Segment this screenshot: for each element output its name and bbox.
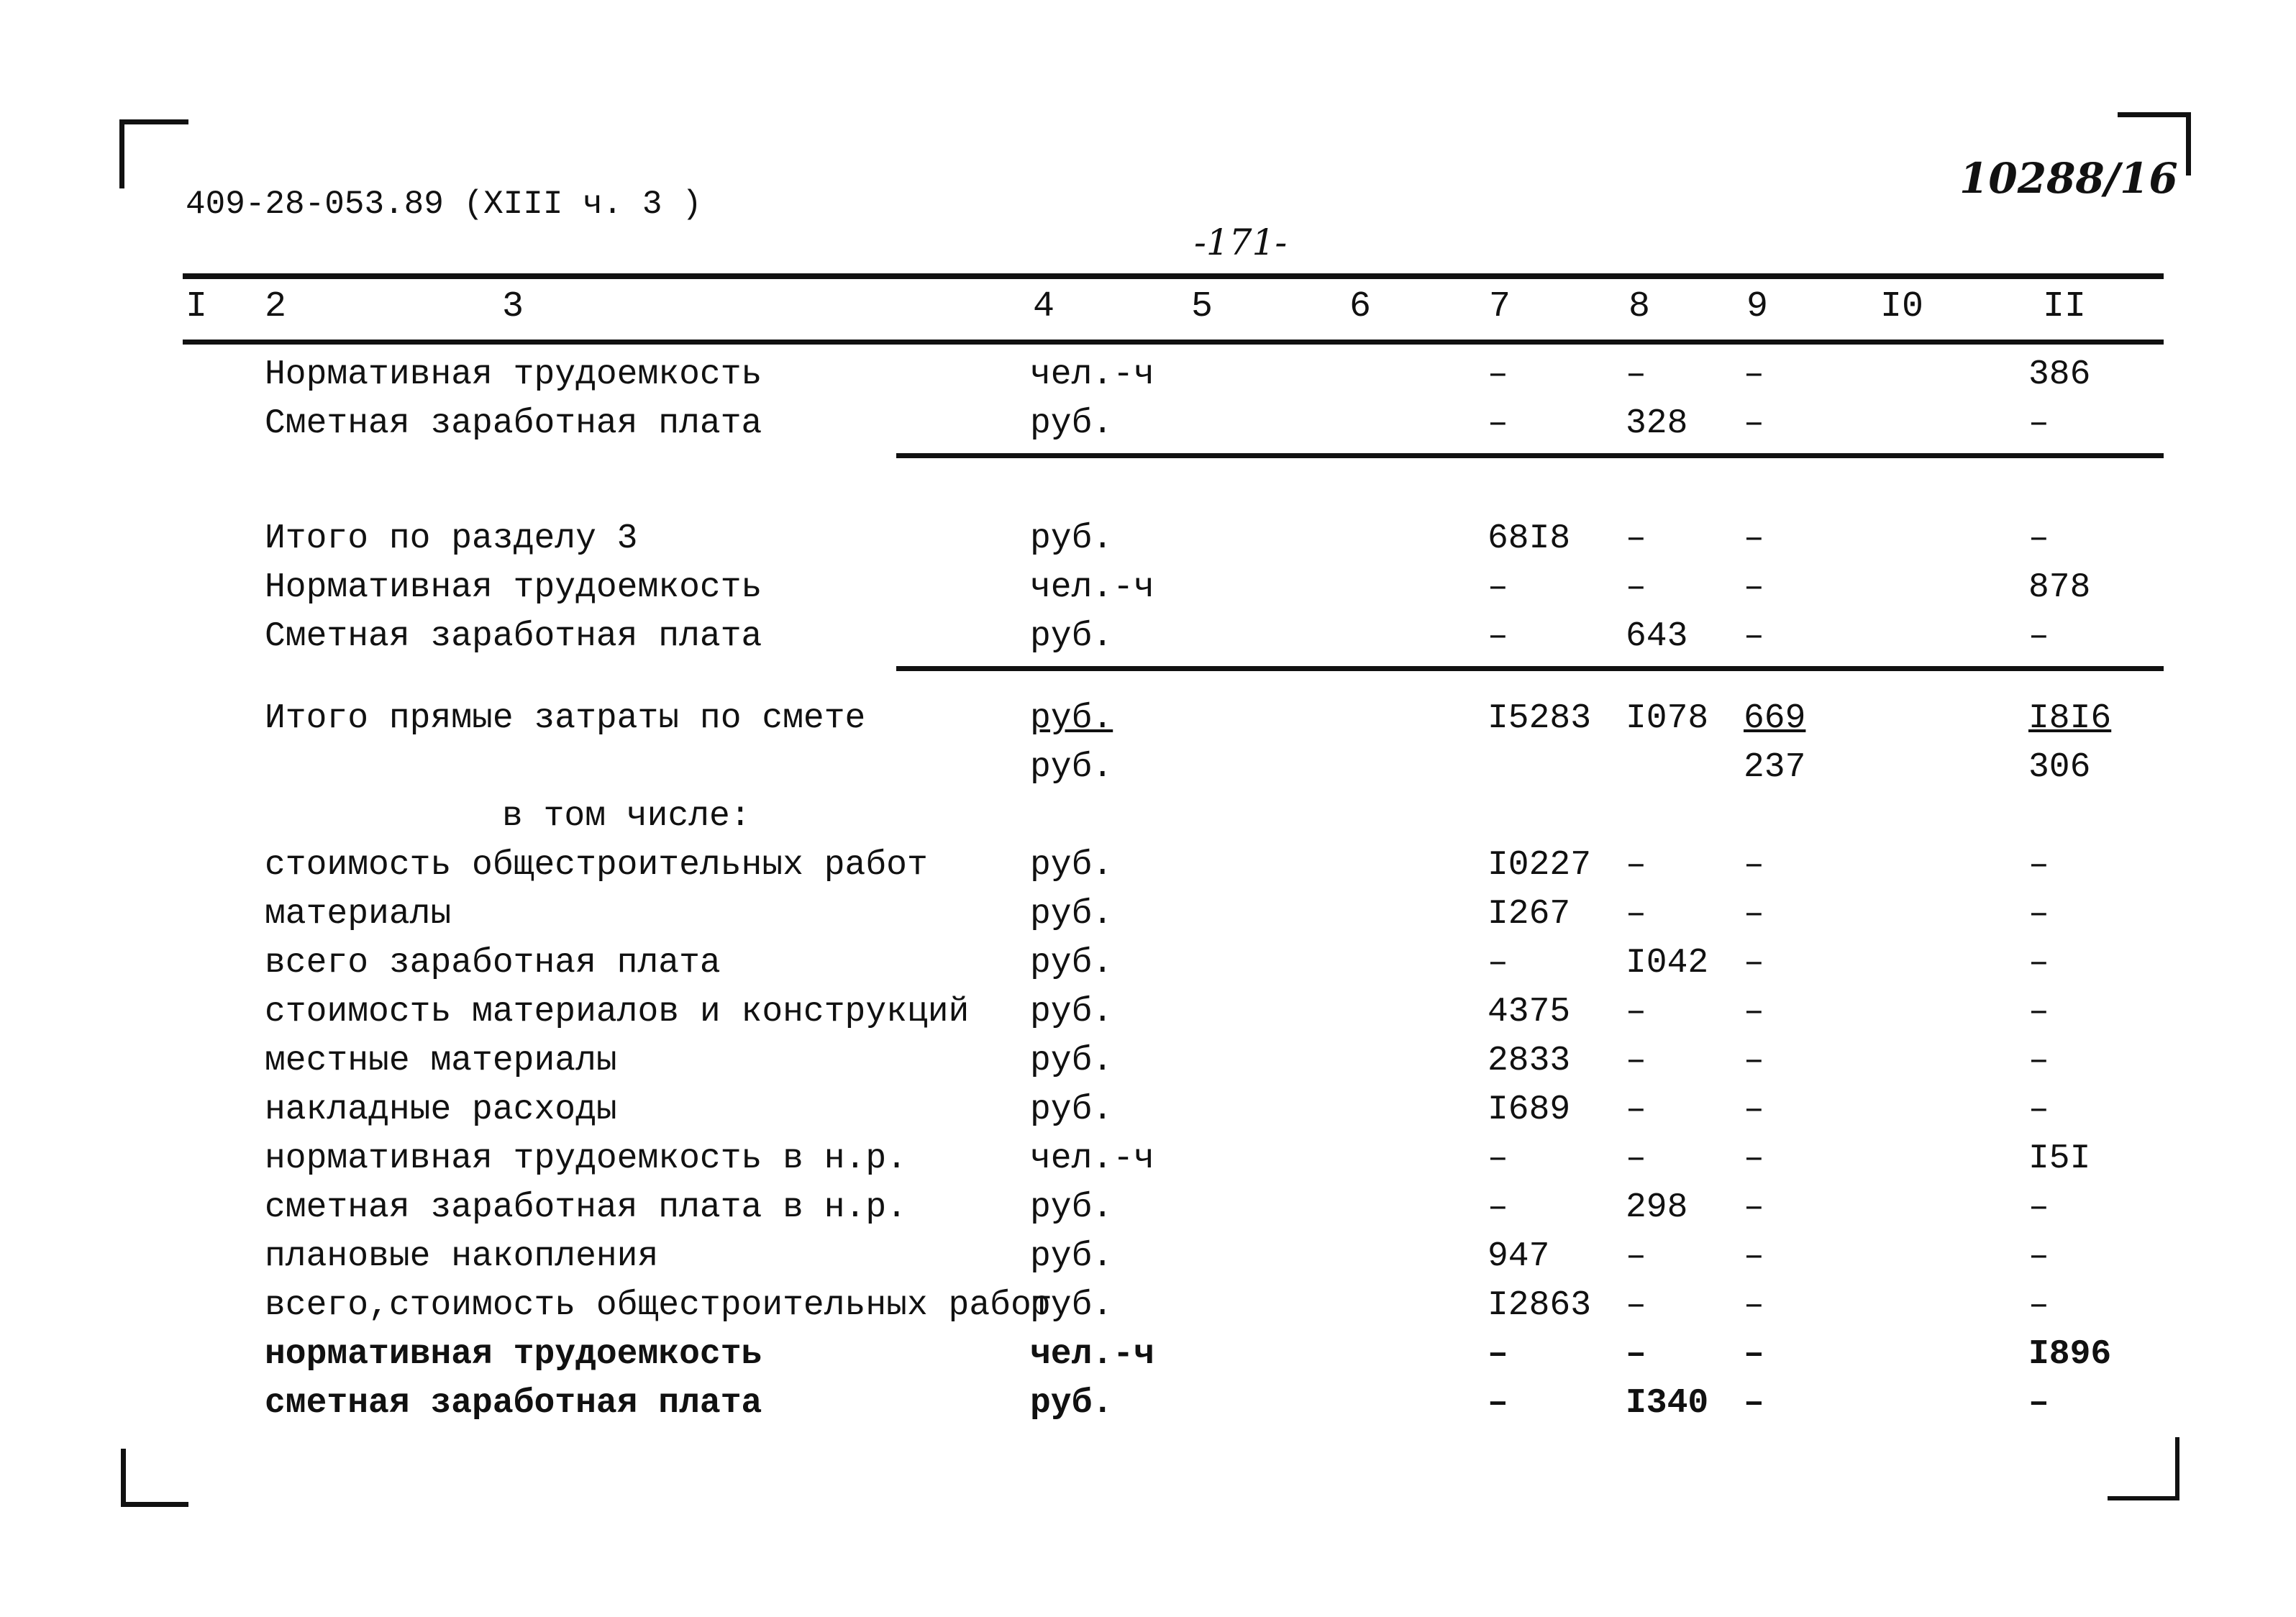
cell-col-9: – xyxy=(1744,1090,1764,1129)
archive-number: 10288/16 xyxy=(1959,154,2178,203)
cell-col-11: – xyxy=(2028,404,2049,443)
column-number-10: I0 xyxy=(1880,286,1924,327)
cell-col-8: – xyxy=(1626,1042,1646,1080)
cell-col-11: – xyxy=(2028,1090,2049,1129)
cell-col-9: 237 xyxy=(1744,748,1806,787)
cell-col-11: 386 xyxy=(2028,355,2091,394)
cell-col-7: – xyxy=(1488,1335,1508,1374)
cell-col-8: 298 xyxy=(1626,1188,1688,1227)
row-unit: руб. xyxy=(1030,1384,1113,1423)
frame-corner-top-left-v xyxy=(119,119,124,188)
row-label: всего,стоимость общестроительных работ xyxy=(265,1286,1052,1325)
cell-col-11: I896 xyxy=(2028,1335,2112,1374)
cell-col-11: I5I xyxy=(2028,1139,2091,1178)
frame-corner-bottom-right-v xyxy=(2175,1437,2179,1500)
row-label: накладные расходы xyxy=(265,1090,617,1129)
row-unit: чел.-ч xyxy=(1030,1335,1154,1374)
row-label: всего заработная плата xyxy=(265,944,721,983)
cell-col-9: – xyxy=(1744,846,1764,885)
cell-col-7: – xyxy=(1488,617,1508,656)
cell-col-8: – xyxy=(1626,895,1646,934)
row-unit: чел.-ч xyxy=(1030,1139,1154,1178)
row-unit: руб. xyxy=(1030,519,1113,558)
cell-col-7: – xyxy=(1488,568,1508,607)
cell-col-9: – xyxy=(1744,568,1764,607)
cell-col-9: – xyxy=(1744,944,1764,983)
table-row xyxy=(0,695,2296,742)
section-total-rule xyxy=(896,666,2164,671)
table-row xyxy=(0,1184,2296,1231)
column-number-3: 3 xyxy=(502,286,524,327)
cell-col-11: 306 xyxy=(2028,748,2091,787)
cell-col-7: 2833 xyxy=(1488,1042,1571,1080)
cell-col-9: – xyxy=(1744,1188,1764,1227)
cell-col-8: 328 xyxy=(1626,404,1688,443)
cell-col-11: – xyxy=(2028,895,2049,934)
cell-col-8: I042 xyxy=(1626,944,1709,983)
cell-col-8: I078 xyxy=(1626,699,1709,738)
row-label: в том числе: xyxy=(502,797,751,836)
frame-corner-top-right-v xyxy=(2186,112,2191,176)
table-row xyxy=(0,939,2296,987)
row-unit: руб. xyxy=(1030,617,1113,656)
row-unit: руб. xyxy=(1030,846,1113,885)
table-row xyxy=(0,1037,2296,1085)
row-unit: руб. xyxy=(1030,699,1113,738)
cell-col-11: – xyxy=(2028,1237,2049,1276)
cell-col-8: – xyxy=(1626,519,1646,558)
column-number-6: 6 xyxy=(1349,286,1372,327)
column-number-1: I xyxy=(186,286,208,327)
cell-col-9: – xyxy=(1744,404,1764,443)
column-number-4: 4 xyxy=(1033,286,1055,327)
row-label: плановые накопления xyxy=(265,1237,659,1276)
row-label: сметная заработная плата в н.р. xyxy=(265,1188,907,1227)
cell-col-7: – xyxy=(1488,1188,1508,1227)
cell-col-9: – xyxy=(1744,1042,1764,1080)
cell-col-11: – xyxy=(2028,519,2049,558)
cell-col-9: – xyxy=(1744,1335,1764,1374)
column-number-8: 8 xyxy=(1628,286,1651,327)
row-unit: руб. xyxy=(1030,1237,1113,1276)
table-row xyxy=(0,613,2296,660)
column-header-rule xyxy=(183,340,2164,345)
cell-col-7: – xyxy=(1488,1384,1508,1423)
table-row xyxy=(0,1282,2296,1329)
cell-col-7: I0227 xyxy=(1488,846,1592,885)
cell-col-7: – xyxy=(1488,944,1508,983)
row-unit: руб. xyxy=(1030,1090,1113,1129)
table-row xyxy=(0,1380,2296,1427)
table-row xyxy=(0,1135,2296,1183)
cell-col-11: – xyxy=(2028,1384,2049,1423)
column-number-11: II xyxy=(2043,286,2087,327)
cell-col-7: – xyxy=(1488,355,1508,394)
page-number: -171- xyxy=(1194,222,1288,263)
cell-col-7: I267 xyxy=(1488,895,1571,934)
row-label: Итого по разделу 3 xyxy=(265,519,638,558)
cell-col-11: – xyxy=(2028,944,2049,983)
cell-col-7: I2863 xyxy=(1488,1286,1592,1325)
row-label: Сметная заработная плата xyxy=(265,617,762,656)
table-top-rule xyxy=(183,273,2164,279)
cell-col-11: – xyxy=(2028,993,2049,1031)
table-row xyxy=(0,564,2296,611)
cell-col-9: – xyxy=(1744,1237,1764,1276)
row-label: материалы xyxy=(265,895,452,934)
frame-corner-top-left-h xyxy=(119,119,188,124)
column-number-7: 7 xyxy=(1489,286,1511,327)
cell-col-8: I340 xyxy=(1626,1384,1709,1423)
cell-col-8: – xyxy=(1626,1139,1646,1178)
cell-col-11: – xyxy=(2028,617,2049,656)
row-label: Сметная заработная плата xyxy=(265,404,762,443)
frame-corner-bottom-left-v xyxy=(121,1449,126,1506)
row-unit: руб. xyxy=(1030,1286,1113,1325)
cell-col-9: – xyxy=(1744,519,1764,558)
cell-col-9: – xyxy=(1744,1286,1764,1325)
row-label: сметная заработная плата xyxy=(265,1384,762,1423)
table-row xyxy=(0,891,2296,938)
frame-corner-bottom-right-h xyxy=(2108,1496,2177,1500)
row-label: стоимость общестроительных работ xyxy=(265,846,928,885)
cell-col-7: I689 xyxy=(1488,1090,1571,1129)
cell-col-7: I5283 xyxy=(1488,699,1592,738)
cell-col-7: 947 xyxy=(1488,1237,1550,1276)
section-subtotal-rule xyxy=(896,453,2164,458)
cell-col-9: – xyxy=(1744,1384,1764,1423)
cell-col-9: – xyxy=(1744,895,1764,934)
cell-col-8: – xyxy=(1626,1090,1646,1129)
row-unit: руб. xyxy=(1030,1188,1113,1227)
cell-col-9: – xyxy=(1744,617,1764,656)
table-row xyxy=(0,988,2296,1036)
row-label: стоимость материалов и конструкций xyxy=(265,993,970,1031)
cell-col-11: – xyxy=(2028,1188,2049,1227)
cell-col-11: 878 xyxy=(2028,568,2091,607)
table-row xyxy=(0,1086,2296,1134)
cell-col-11: – xyxy=(2028,846,2049,885)
frame-corner-top-right-h xyxy=(2118,112,2191,117)
column-number-2: 2 xyxy=(265,286,287,327)
row-label: Нормативная трудоемкость xyxy=(265,355,762,394)
table-row xyxy=(0,842,2296,889)
frame-corner-bottom-left-h xyxy=(121,1502,188,1507)
cell-col-9: – xyxy=(1744,1139,1764,1178)
cell-col-8: – xyxy=(1626,1286,1646,1325)
cell-col-8: 643 xyxy=(1626,617,1688,656)
cell-col-8: – xyxy=(1626,355,1646,394)
row-unit: руб. xyxy=(1030,748,1113,787)
row-label: местные материалы xyxy=(265,1042,617,1080)
cell-col-8: – xyxy=(1626,1237,1646,1276)
cell-col-8: – xyxy=(1626,993,1646,1031)
row-unit: руб. xyxy=(1030,895,1113,934)
row-label: нормативная трудоемкость xyxy=(265,1335,762,1374)
row-unit: руб. xyxy=(1030,404,1113,443)
table-row xyxy=(0,1331,2296,1378)
column-number-5: 5 xyxy=(1191,286,1213,327)
row-label: Итого прямые затраты по смете xyxy=(265,699,866,738)
row-unit: руб. xyxy=(1030,993,1113,1031)
cell-col-9: 669 xyxy=(1744,699,1806,738)
table-row xyxy=(0,515,2296,562)
table-row xyxy=(0,1233,2296,1280)
row-unit: чел.-ч xyxy=(1030,355,1154,394)
cell-col-7: – xyxy=(1488,1139,1508,1178)
cell-col-8: – xyxy=(1626,568,1646,607)
cell-col-11: – xyxy=(2028,1286,2049,1325)
cell-col-7: – xyxy=(1488,404,1508,443)
cell-col-9: – xyxy=(1744,993,1764,1031)
table-row xyxy=(0,351,2296,398)
cell-col-7: 4375 xyxy=(1488,993,1571,1031)
cell-col-8: – xyxy=(1626,846,1646,885)
row-label: Нормативная трудоемкость xyxy=(265,568,762,607)
cell-col-7: 68I8 xyxy=(1488,519,1571,558)
table-row xyxy=(0,744,2296,791)
table-row xyxy=(0,793,2296,840)
cell-col-9: – xyxy=(1744,355,1764,394)
cell-col-11: – xyxy=(2028,1042,2049,1080)
row-unit: руб. xyxy=(1030,1042,1113,1080)
table-row xyxy=(0,400,2296,447)
row-label: нормативная трудоемкость в н.р. xyxy=(265,1139,907,1178)
row-unit: руб. xyxy=(1030,944,1113,983)
document-code: 409-28-053.89 (XIII ч. 3 ) xyxy=(186,186,702,223)
cell-col-8: – xyxy=(1626,1335,1646,1374)
column-number-9: 9 xyxy=(1746,286,1769,327)
row-unit: чел.-ч xyxy=(1030,568,1154,607)
cell-col-11: I8I6 xyxy=(2028,699,2112,738)
